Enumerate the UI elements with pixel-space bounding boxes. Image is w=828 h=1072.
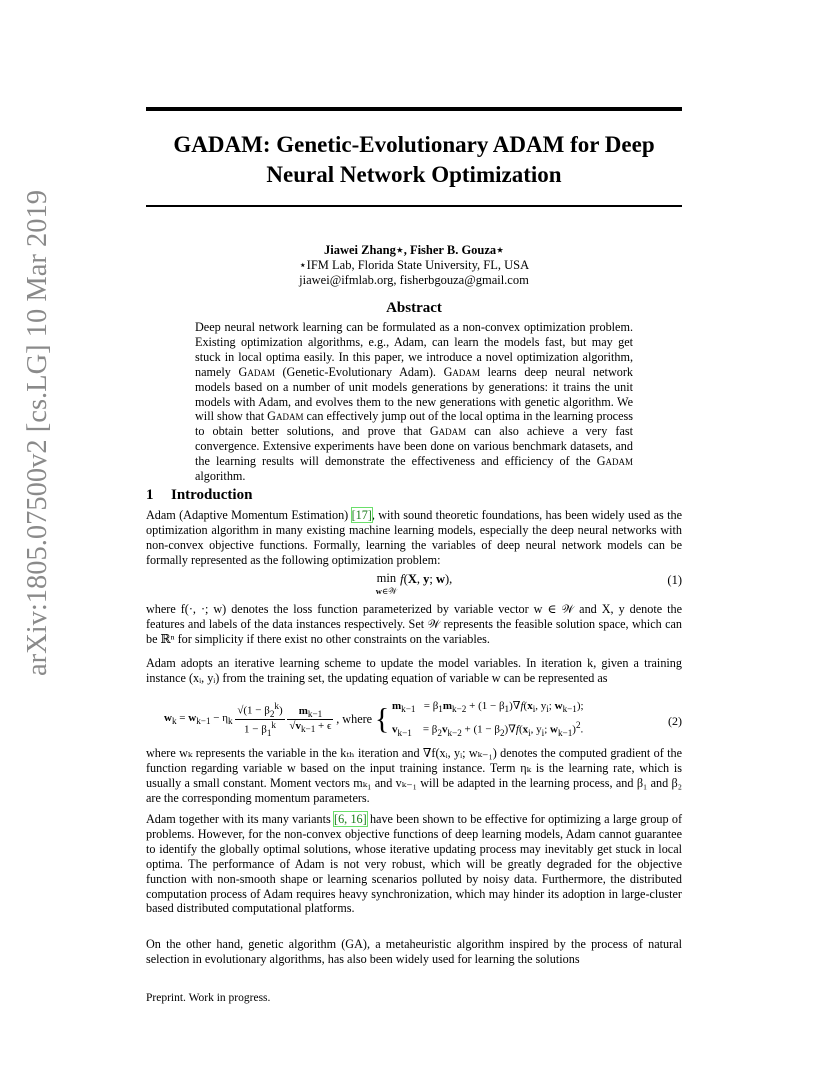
para1-text-a: Adam (Adaptive Momentum Estimation) (146, 508, 352, 522)
preprint-footnote: Preprint. Work in progress. (146, 992, 271, 1004)
abstract-body (195, 320, 633, 484)
equation-1-number: (1) (667, 573, 682, 587)
section-title: Introduction (171, 487, 253, 503)
gadam-name: Gadam (596, 454, 633, 469)
arxiv-identifier: arXiv:1805.07500v2 [cs.LG] 10 Mar 2019 (22, 189, 53, 676)
author-block (146, 243, 682, 288)
gadam-name: Gadam (429, 424, 467, 439)
para5-text-a: Adam together with its many variants (146, 812, 335, 826)
citation-link-17[interactable]: [17] (351, 508, 372, 522)
paper-title (146, 130, 682, 190)
intro-paragraph-5 (146, 812, 682, 916)
intro-paragraph-2: where f(·, ·; w) denotes the loss function parameterized by variable vector w ∈ 𝒲 and X, y denote the features and labels of the data instances respectively. Set 𝒲 represents the feasible solution space, which can be ℝⁿ for simplicity if there exist no other constraints on the variables. (146, 602, 682, 646)
abstract-heading: Abstract (386, 300, 442, 316)
abstract-text-4: can effectively jump out of the local optima in the learning process to obtain better solutions, and prove that (195, 409, 633, 439)
intro-paragraph-6: On the other hand, genetic algorithm (GA), a metaheuristic algorithm inspired by the process of natural selection in evolutionary algorithms, has also been widely used for learning the solutions (146, 937, 682, 966)
gadam-name: Gadam (443, 364, 480, 379)
equation-2-number: (2) (668, 714, 682, 728)
intro-paragraph-1 (146, 508, 682, 568)
title-line-1: GADAM: Genetic-Evolutionary ADAM for Deep (173, 132, 655, 157)
author-emails: jiawei@ifmlab.org, fisherbgouza@gmail.com (299, 273, 529, 287)
para1-text-b: , with sound theoretic foundations, has been widely used as the optimization algorithm in many existing machine learning models, especially the deep neural networks with non-convex objective functions. Formally, learning the variables of deep neural network models can be formally represented as the following optimization problem: (146, 508, 682, 567)
equation-1 (146, 572, 682, 602)
title-rule-top (146, 107, 682, 111)
gadam-name: Gadam (238, 364, 275, 379)
abstract-text-2: (Genetic-Evolutionary Adam). (274, 364, 444, 379)
equation-1-body: min w∈𝒲 f(X, y; w), (375, 571, 453, 596)
title-line-2: Neural Network Optimization (266, 162, 562, 187)
author-affiliation: ⋆IFM Lab, Florida State University, FL, USA (298, 258, 530, 272)
gadam-name: Gadam (267, 409, 304, 424)
author-names: Jiawei Zhang⋆, Fisher B. Gouza⋆ (323, 243, 505, 257)
abstract-text-6: algorithm. (195, 469, 246, 484)
abstract-text-3: learns deep neural network models based on a number of unit models generations by generations: it trains the unit models with Adam, and evolves them to the new generations with genetic algorithm. We will show that (195, 364, 633, 424)
citation-link-6-16[interactable]: [6, 16] (334, 812, 367, 826)
equation-2-body: $w_k = w_{k-1} - \eta_k$ $\frac{√(1 - \beta_2^k)}{1 - \beta_1^k}$ $\frac{m_{k-1}}{√v_{k-1} + \epsilon}$ , where { $m_{k-1} = \beta_1m_{k-2} + (1 - \beta_1)\nabla f(x_i$, $y_i$; $w_{k-1}$); $v_{k-1}$ = $\beta_2v_{k-2} + (1 - \beta_2)\nabla f(x_i$, $y_i$; $w_{k-1})^2$. (164, 700, 584, 739)
equation-2-where: , where (336, 712, 373, 727)
abstract-text-5: can also achieve a very fast convergence. Extensive experiments have been done on various benchmark datasets, and the learning results will demonstrate the effectiveness and efficiency of the (195, 424, 634, 469)
equation-2 (146, 698, 682, 744)
para5-text-b: have been shown to be effective for optimizing a large group of problems. However, for the non-convex objective functions of deep learning models, Adam cannot guarantee to identify the globally optimal solutions, whose iterative updating process may inevitably get stuck in local optima. The performance of Adam is not very robust, which will be greatly degraded for the objective function with non-smooth shape or learning scenarios polluted by noisy data. Furthermore, the distributed computation process of Adam requires heavy synchronization, which may hinder its adoption in large-cluster based distributed computational platforms. (146, 812, 683, 916)
abstract-text-1: Deep neural network learning can be formulated as a non-convex optimization problem. Existing optimization algorithms, e.g., Adam, can learn the models fast, but may get stuck in local optima easily. In this paper, we introduce a novel optimization algorithm, namely (195, 320, 633, 379)
title-rule-bottom (146, 205, 682, 207)
section-heading-introduction (146, 487, 252, 504)
intro-paragraph-3: Adam adopts an iterative learning scheme to update the model variables. In iteration k, given a training instance (xᵢ, yᵢ) from the training set, the updating equation of variable w can be represented as (146, 656, 682, 685)
intro-paragraph-4: where wₖ represents the variable in the kₜₕ iteration and ∇f(xᵢ, yᵢ; wₖ₋₁) denotes the computed gradient of the function regarding variable w based on the input training instance. Term ηₖ is the learning rate, which is usually a small constant. Moment vectors mₖ₁ and vₖ₋₁ will be adapted in the learning process, and β₁ and β₂ are the corresponding momentum parameters. (146, 746, 682, 805)
section-number: 1 (146, 487, 154, 503)
